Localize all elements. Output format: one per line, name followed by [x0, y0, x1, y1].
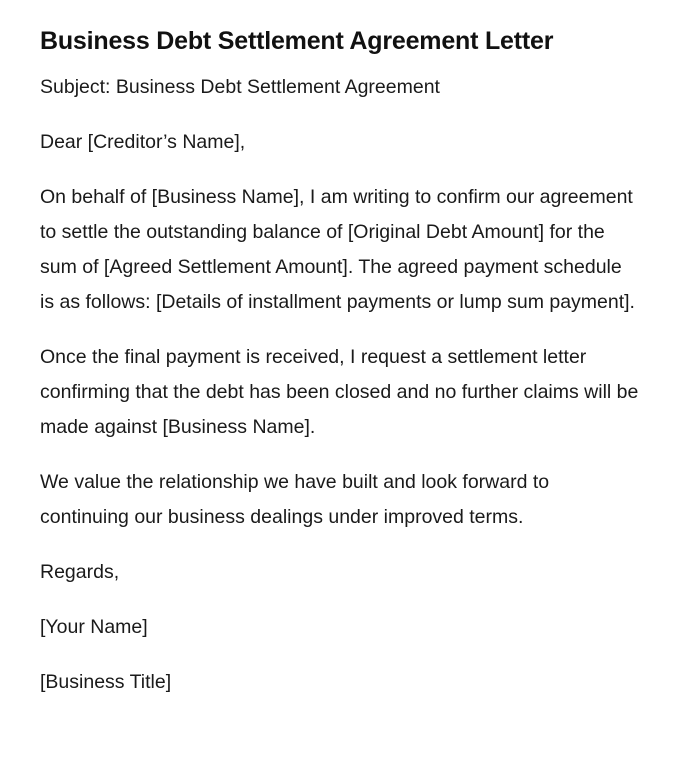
closing: Regards,	[40, 561, 120, 583]
sender-name: [Your Name]	[40, 616, 148, 638]
salutation: Dear [Creditor’s Name],	[40, 131, 246, 153]
letter-title: Business Debt Settlement Agreement Letter	[40, 27, 554, 55]
body-paragraph-agreement: On behalf of [Business Name], I am writing to confirm our agreement to settle the outstanding balance of [Original Debt Amount] for the sum of [Agreed Settlement Amount]. The agreed payment schedule is as follows: [Details of installment payments or lump sum payment].	[40, 186, 635, 313]
sender-title: [Business Title]	[40, 671, 172, 693]
body-paragraph-relationship: We value the relationship we have built and look forward to continuing our business dealings under improved terms.	[40, 471, 550, 528]
body-paragraph-request: Once the final payment is received, I request a settlement letter confirming that the debt has been closed and no further claims will be made against [Business Name].	[40, 346, 639, 438]
subject-line: Subject: Business Debt Settlement Agreement	[40, 76, 440, 98]
